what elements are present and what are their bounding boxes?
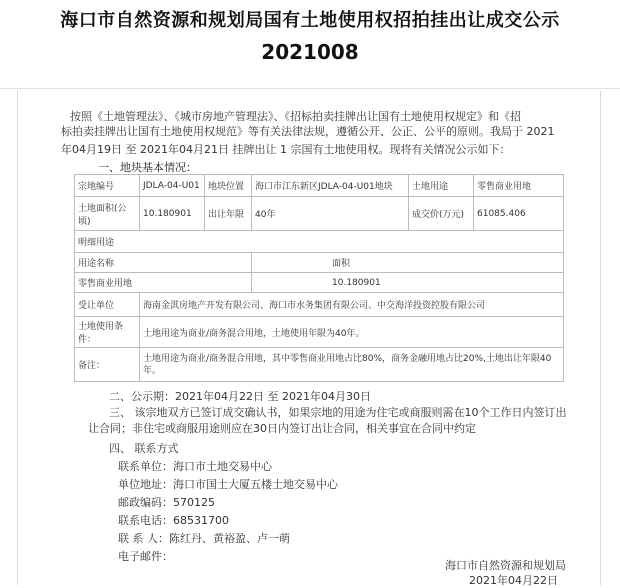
table-row [75,175,564,197]
table-cell: 明细用途 [75,231,564,253]
issue-date: 2021年04月22日 [469,574,558,587]
table-row [75,197,564,231]
table-cell: 10.180901 [140,197,205,231]
table-cell: 受让单位 [75,293,140,317]
table-cell: 61085.406 [474,197,564,231]
intro-line-3: 年04月19日 至 2021年04月21日 挂牌出让 1 宗国有土地使用权。现将有关情况公示如下： [61,143,511,156]
intro-paragraph [61,109,570,139]
table-cell: 土地用途为商业/商务混合用地，土地使用年限为40年。 [140,317,564,348]
contact-email: 电子邮件： [118,550,173,563]
table-cell: 土地使用条件： [75,317,140,348]
table-cell: 成交价(万元) [409,197,474,231]
table-row [75,317,564,348]
table-cell: 土地用途为商业/商务混合用地，其中零售商业用地占比80%，商务金融用地占比20%,土地出让年限40年。 [140,348,564,382]
table-cell: 出让年限 [205,197,252,231]
issuer-name: 海口市自然资源和规划局 [445,559,566,572]
contact-zip: 邮政编码：570125 [118,496,215,509]
intro-line-2: 标拍卖挂牌出让国有土地使用权规范》等有关法律法规，遵循公开、公正、公平的原则。我局于 2021 [61,125,555,138]
table-cell: 面积 [252,253,564,273]
table-row [75,293,564,317]
publicity-period: 二、公示期：2021年04月22日 至 2021年04月30日 [109,390,371,403]
divider [0,88,620,89]
table-cell: JDLA-04-U01 [140,175,205,197]
table-cell: 海口市江东新区JDLA-04-U01地块 [252,175,409,197]
table-cell: 海南金淇房地产开发有限公司、海口市水务集团有限公司、中交海洋投资控股有限公司 [140,293,564,317]
contact-person: 联 系 人：陈红丹、黄裕盈、卢一萌 [118,532,290,545]
table-row [75,348,564,382]
page-title: 海口市自然资源和规划局国有土地使用权招拍挂出让成交公示 [60,10,560,31]
table-row [75,273,564,293]
table-cell: 地块位置 [205,175,252,197]
table-cell: 10.180901 [252,273,564,293]
contract-notice [88,405,571,437]
table-cell: 土地用途 [409,175,474,197]
contact-address: 单位地址：海口市国土大厦五楼土地交易中心 [118,478,338,491]
table-cell: 零售商业用地 [474,175,564,197]
table-cell: 备注： [75,348,140,382]
table-cell: 土地面积(公顷) [75,197,140,231]
table-cell: 40年 [252,197,409,231]
contract-notice-line-2: 让合同；非住宅或商服用途则应在30日内签订出让合同，相关事宜在合同中约定 [88,422,476,435]
table-cell: 用途名称 [75,253,252,273]
contact-unit: 联系单位：海口市土地交易中心 [118,460,272,473]
section-heading-parcel: 一、地块基本情况： [98,161,197,174]
contract-notice-line-1: 三、 该宗地双方已签订成交确认书，如果宗地的用途为住宅或商服则需在10个工作日内签订出 [109,406,567,419]
document-body [17,91,601,585]
announcement-number: 2021008 [261,40,359,64]
contact-phone: 联系电话：68531700 [118,514,229,527]
table-row [75,253,564,273]
table-cell: 宗地编号 [75,175,140,197]
parcel-info-table [74,174,564,382]
section-heading-contact: 四、 联系方式 [109,442,179,455]
table-cell: 零售商业用地 [75,273,252,293]
table-row [75,231,564,253]
intro-line-1: 按照《土地管理法》、《城市房地产管理法》、《招标拍卖挂牌出让国有土地使用权规定》和《招 [70,110,521,123]
